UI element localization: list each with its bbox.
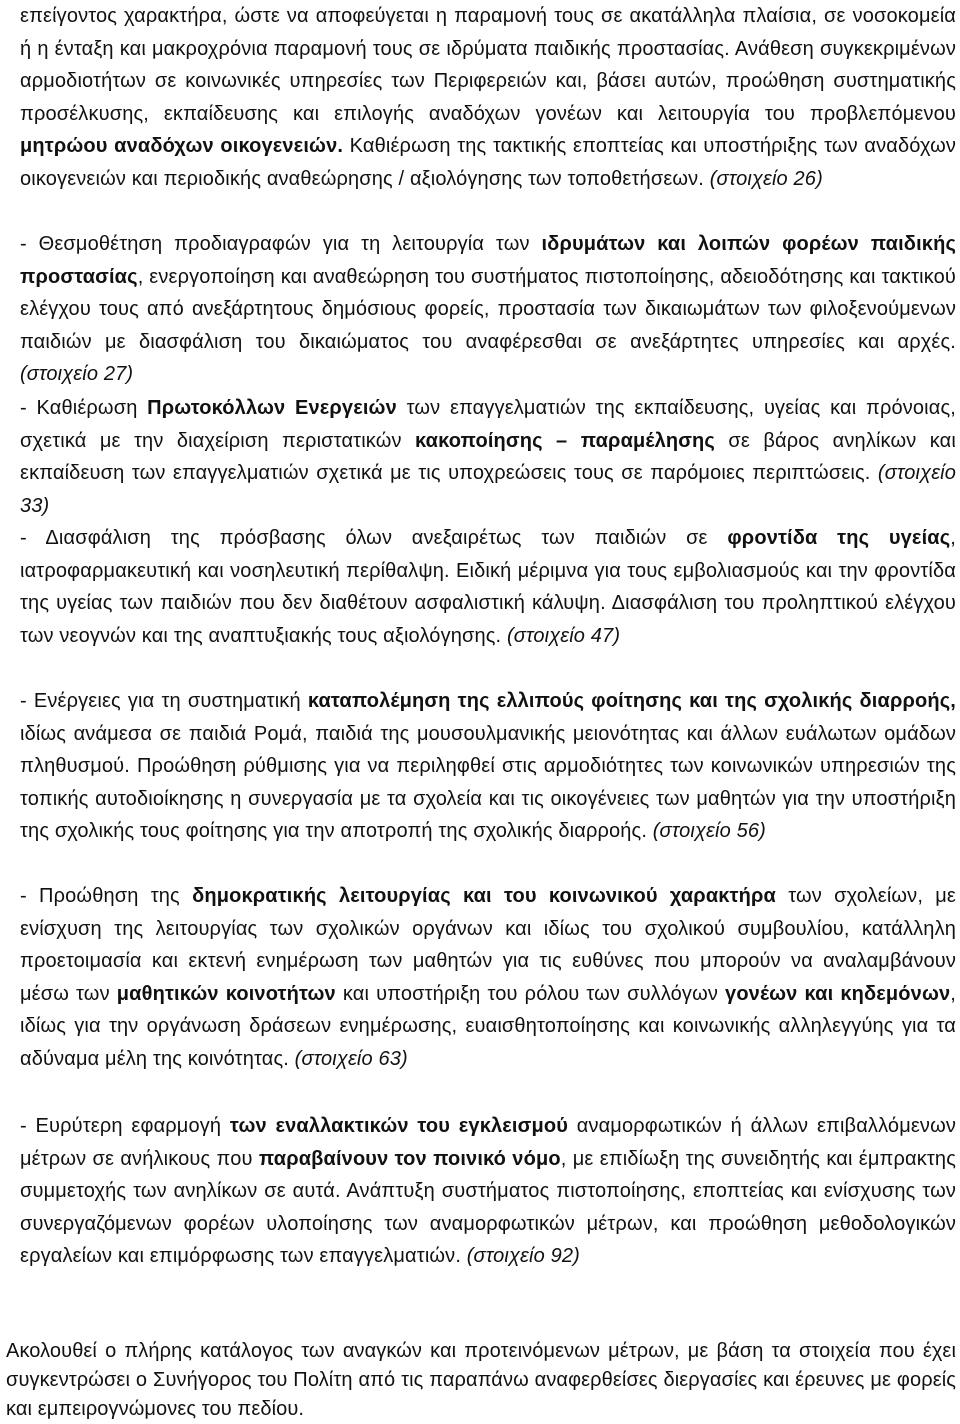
bold-text-run: δημοκρατικής λειτουργίας και του κοινωνικού χαρακτήρα	[192, 885, 776, 907]
text-run: επείγοντος χαρακτήρα, ώστε να αποφεύγεται η παραμονή τους σε ακατάλληλα πλαίσια, σε νοσοκομεία ή η ένταξη και μακροχρόνια παραμονή τους σε ιδρύματα παιδικής προστασίας. Ανάθεση συγκεκριμένων αρμοδιοτήτων σε κοινωνικές υπηρεσίες των Περιφερειών και, βάσει αυτών, προώθηση συστηματικής προσέλκυσης, εκπαίδευσης και επιλογής αναδόχων γονέων και λειτουργία του προβλεπόμενου	[20, 5, 956, 125]
paragraph-school-dropout	[20, 685, 956, 848]
text-run: των επαγγελματιών της εκπαίδευσης, υγείας και πρόνοιας, σχετικά με την διαχείριση περιστατικών	[20, 397, 956, 452]
paragraph-health-care-access	[20, 522, 956, 652]
text-run: , ενεργοποίηση και αναθεώρηση του συστήματος πιστοποίησης, αδειοδότησης και τακτικού ελέγχου τους από ανεξάρτητους δημόσιους φορείς, προστασία των δικαιωμάτων των φιλοξενούμενων παιδιών με διασφάλιση του δικαιώματος του αναφέρεσθαι σε ανεξάρτητες υπηρεσίες και αρχές.	[20, 265, 956, 353]
item-reference: (στοιχείο 27)	[20, 363, 134, 385]
item-reference: (στοιχείο 26)	[709, 167, 823, 190]
text-run: των σχολείων, με ενίσχυση της λειτουργίας των σχολικών οργάνων και ιδίως του σχολικού συμβουλίου, κατάλληλη προετοιμασία και εκτενή ενημέρωση των μαθητών για τις ευθύνες που μπορούν να αναλαμβάνουν μέσω των	[20, 885, 956, 1005]
text-run: ιδίως ανάμεσα σε παιδιά Ρομά, παιδιά της μουσουλμανικής μειονότητας και άλλων ευάλωτων ομάδων πληθυσμού. Προώθηση ρύθμισης για να περιληφθεί στις αρμοδιότητες των κοινωνικών υπηρεσιών της τοπικής αυτοδιοίκησης η συνεργασία με τα σχολεία και τις οικογένειες των μαθητών για την υποστήριξη της σχολικής τους φοίτησης για την αποτροπή της σχολικής διαρροής.	[20, 722, 956, 842]
bold-text-run: κακοποίησης – παραμέλησης	[415, 429, 715, 452]
bold-text-run: Πρωτοκόλλων Ενεργειών	[147, 397, 397, 419]
text-run: - Θεσμοθέτηση προδιαγραφών για τη λειτουργία των	[20, 233, 542, 255]
text-run: - Ενέργειες για τη συστηματική	[20, 690, 308, 712]
bold-text-run: καταπολέμηση της ελλιπούς φοίτησης και της σχολικής διαρροής,	[307, 690, 956, 712]
item-reference: (στοιχείο 47)	[506, 624, 621, 647]
item-reference: (στοιχείο 63)	[294, 1047, 408, 1070]
paragraph-juvenile-alternatives	[20, 1110, 956, 1273]
bold-text-run: φροντίδα της υγείας	[727, 527, 951, 549]
bold-text-run: μαθητικών κοινοτήτων	[116, 982, 336, 1005]
bold-text-run: παραβαίνουν τον ποινικό νόμο	[258, 1147, 561, 1170]
bold-text-run: γονέων και κηδεμόνων	[725, 982, 951, 1005]
item-reference: (στοιχείο 56)	[652, 820, 766, 842]
text-run: - Προώθηση της	[20, 885, 193, 907]
bold-text-run: μητρώου αναδόχων οικογενειών.	[20, 135, 344, 157]
bold-text-run: των εναλλακτικών του εγκλεισμού	[229, 1115, 568, 1137]
paragraph-foster-families	[20, 0, 956, 195]
text-run: σε βάρος ανηλίκων και εκπαίδευση των επαγγελματιών σχετικά με τις υποχρεώσεις τους σε παρόμοιες περιπτώσεις.	[20, 429, 956, 484]
paragraph-child-protection-institutions	[20, 228, 956, 391]
paragraph-democratic-schools	[20, 880, 956, 1075]
text-run: , ιατροφαρμακευτική και νοσηλευτική περίθαλψη. Ειδική μέριμνα για τους εμβολιασμούς και την φροντίδα της υγείας των παιδιών που δεν διαθέτουν ασφαλιστική κάλυψη. Διασφάλιση του προληπτικού ελέγχου των νεογνών και της αναπτυξιακής τους αξιολόγησης.	[20, 527, 956, 647]
item-reference: (στοιχείο 33)	[20, 462, 956, 517]
text-run: - Διασφάλιση της πρόσβασης όλων ανεξαιρέτως των παιδιών σε	[20, 527, 728, 549]
bold-text-run: ιδρυμάτων και λοιπών φορέων παιδικής προστασίας	[20, 233, 957, 288]
text-run: , ιδίως για την οργάνωση δράσεων ενημέρωσης, ευαισθητοποίησης και κοινωνικής αλληλεγγύης για τα αδύναμα μέλη της κοινότητας.	[20, 982, 956, 1070]
closing-paragraph: Ακολουθεί ο πλήρης κατάλογος των αναγκών και προτεινόμενων μέτρων, με βάση τα στοιχεία που έχει συγκεντρώσει ο Συνήγορος του Πολίτη από τις παραπάνω αναφερθείσες διεργασίες και έρευνες με φορείς και εμπειρογνώμονες του πεδίου.	[6, 1340, 956, 1420]
text-run: Καθιέρωση της τακτικής εποπτείας και υποστήριξης των αναδόχων οικογενειών και περιοδικής αναθεώρησης / αξιολόγησης των τοποθετήσεων.	[20, 135, 956, 190]
paragraph-action-protocols	[20, 392, 956, 522]
text-run: - Ευρύτερη εφαρμογή	[20, 1115, 230, 1137]
item-reference: (στοιχείο 92)	[466, 1245, 580, 1267]
text-run: και υποστήριξη του ρόλου των συλλόγων	[335, 982, 726, 1005]
text-run: αναμορφωτικών ή άλλων επιβαλλόμενων μέτρων σε ανήλικους που	[20, 1115, 956, 1170]
text-run: , με επιδίωξη της συνειδητής και έμπρακτης συμμετοχής των ανηλίκων σε αυτά. Ανάπτυξη συστήματος πιστοποίησης, εποπτείας και ενίσχυσης των συνεργαζόμενων φορέων υλοποίησης των αναμορφωτικών μέτρων, και προώθηση μεθοδολογικών εργαλείων και επιμόρφωσης των επαγγελματιών.	[20, 1147, 956, 1267]
text-run: - Καθιέρωση	[20, 397, 148, 419]
